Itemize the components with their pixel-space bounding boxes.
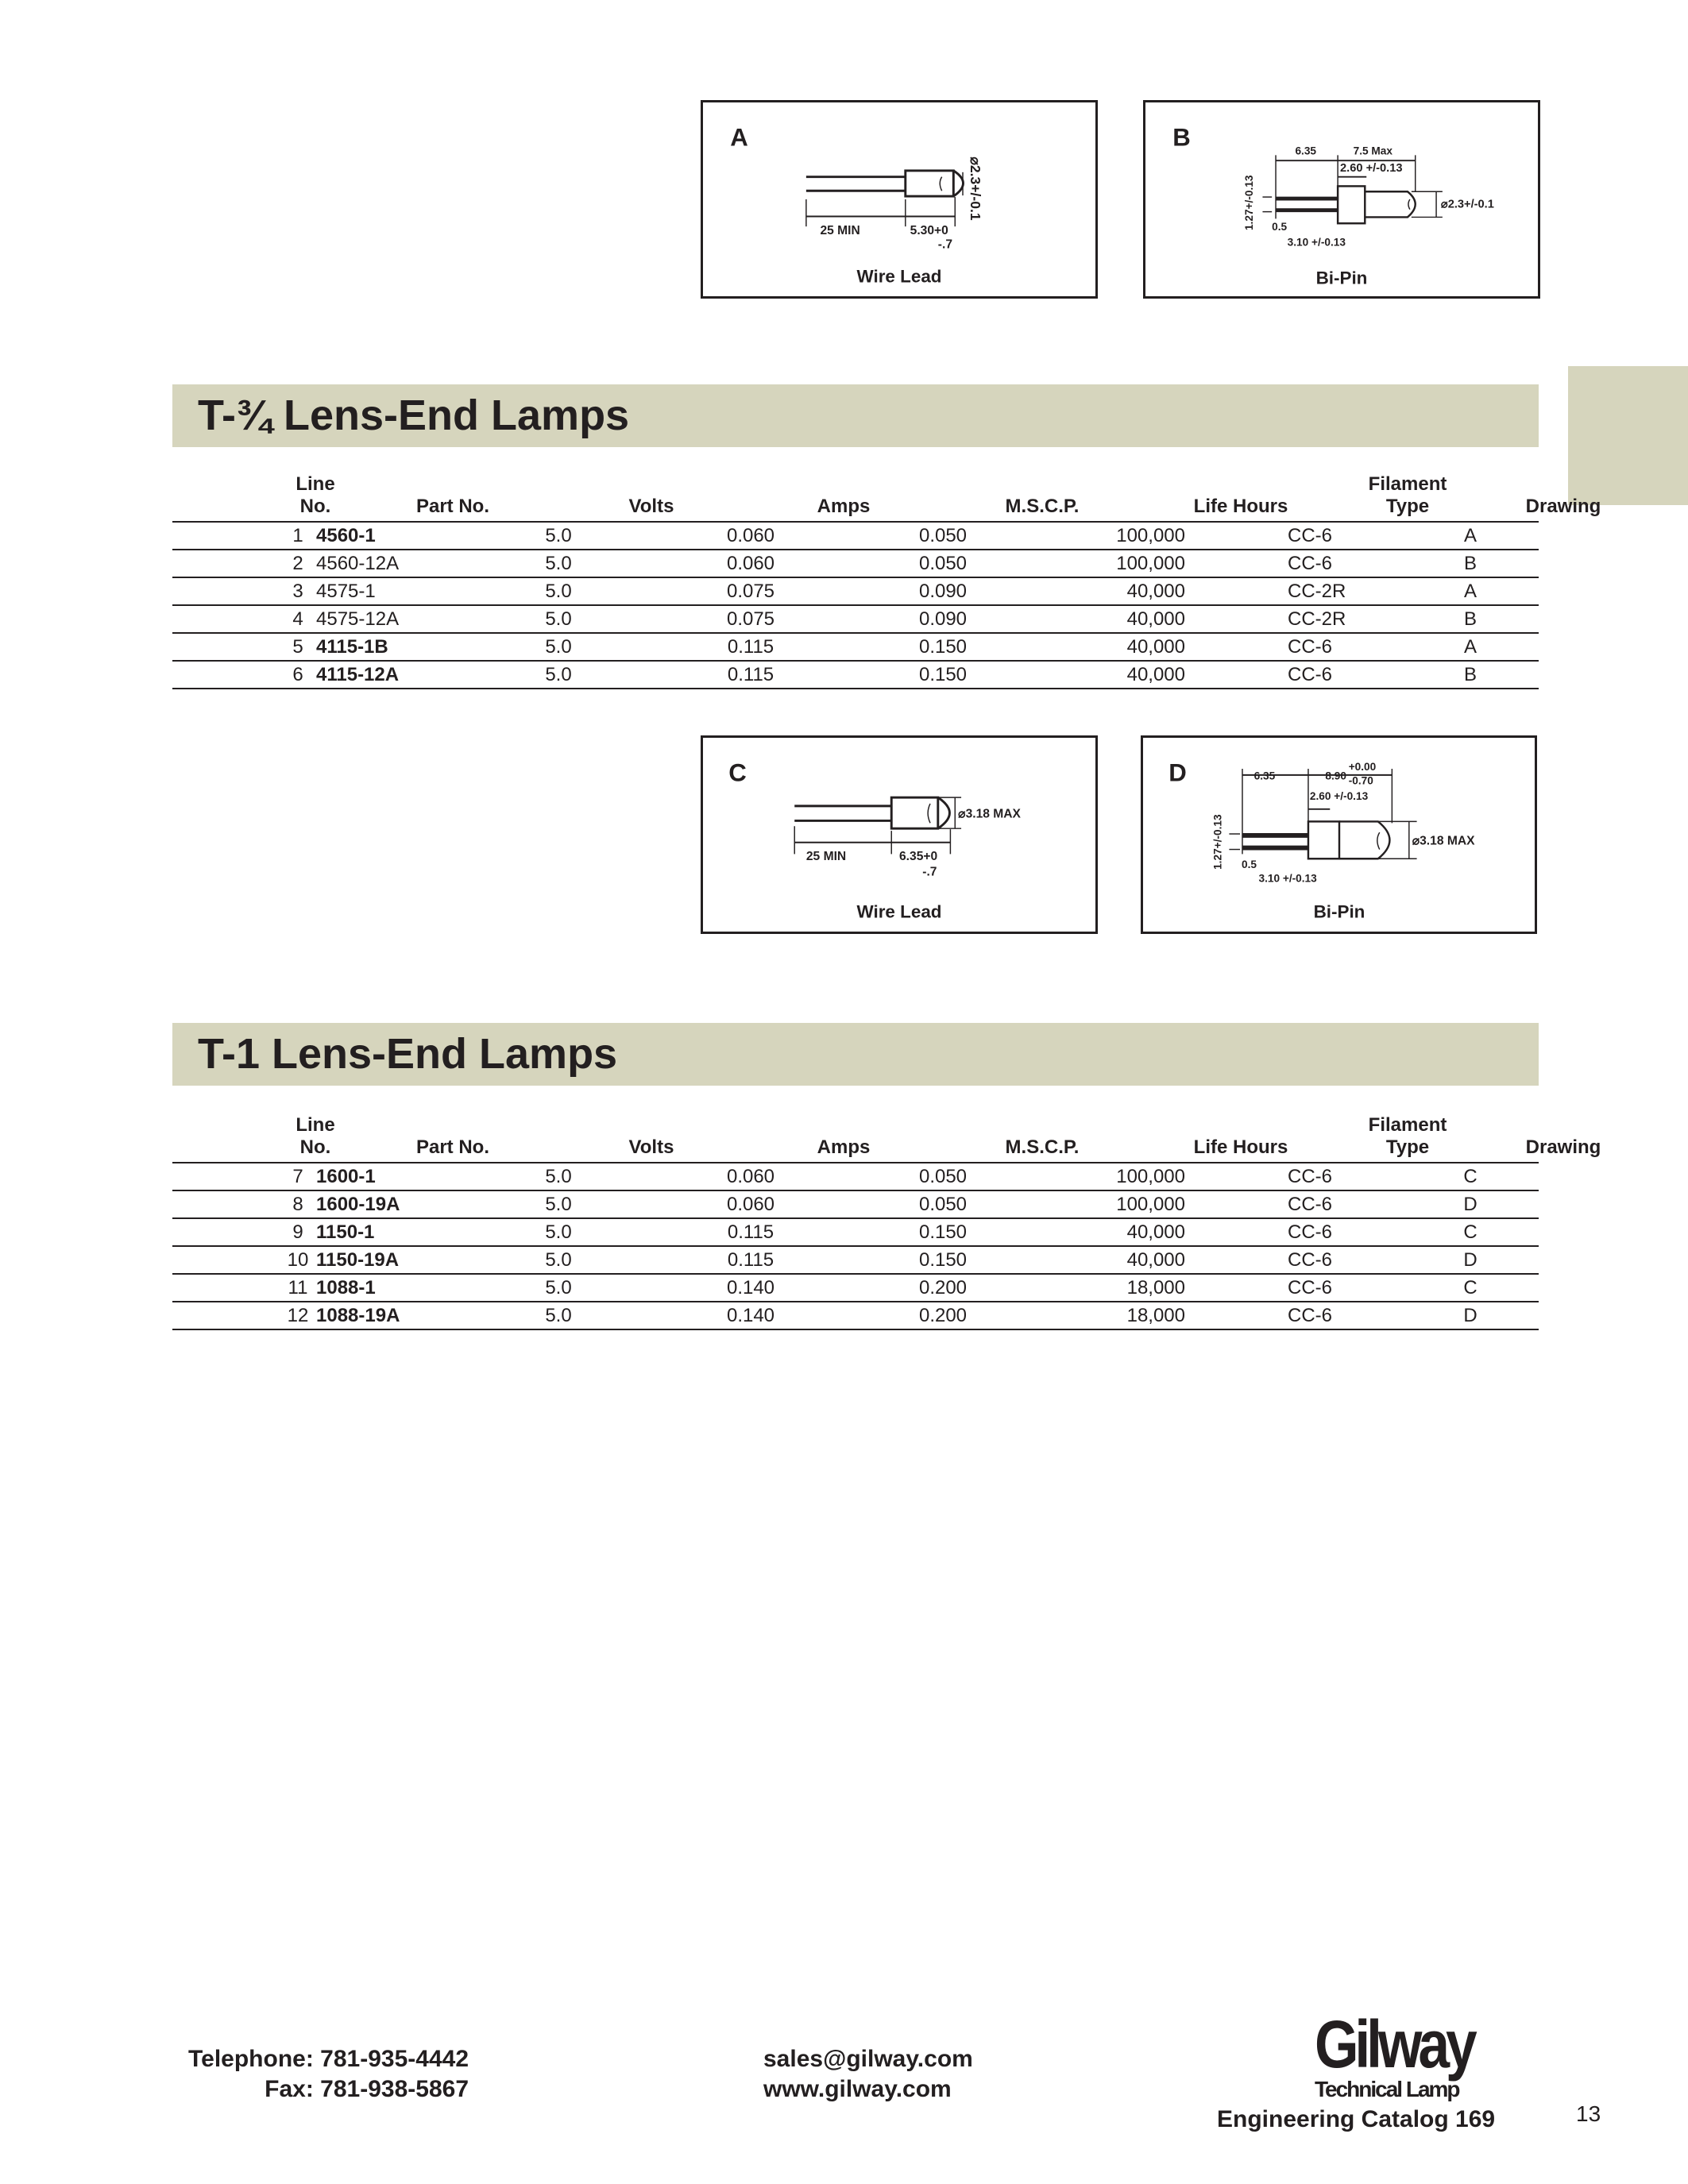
- cell-part: 1600-1: [316, 1166, 376, 1187]
- cell-mscp: 0.150: [918, 1249, 968, 1271]
- cell-part: 4115-1B: [316, 636, 388, 658]
- cell-amps: 0.060: [726, 553, 775, 574]
- column-header-filament_2: Filament Type: [1368, 473, 1447, 517]
- table-header: [172, 473, 1601, 523]
- cell-part: 4575-1: [316, 581, 376, 602]
- cell-part: 1088-1: [316, 1277, 376, 1298]
- cell-filament: CC-6: [1288, 636, 1333, 658]
- dimension-label: -0.70: [1348, 774, 1373, 787]
- cell-volts: 5.0: [545, 1277, 572, 1298]
- cell-amps: 0.060: [726, 525, 775, 546]
- cell-amps: 0.060: [726, 1194, 775, 1215]
- cell-line: 10: [287, 1249, 309, 1271]
- dimension-label: 1.27+/-0.13: [1242, 175, 1255, 231]
- column-header-drawing: Drawing: [1525, 496, 1601, 517]
- dimension-label: -.7: [937, 237, 953, 252]
- drawing-letter: A: [730, 123, 748, 152]
- column-header-volts: Volts: [628, 1136, 674, 1158]
- cell-volts: 5.0: [545, 664, 572, 685]
- cell-part: 1150-1: [316, 1221, 375, 1243]
- table-row: [172, 1247, 1539, 1275]
- drawing-a-wire-lead: [701, 100, 1098, 299]
- dimension-label: D: [1168, 758, 1187, 787]
- cell-life: 40,000: [1126, 664, 1185, 685]
- cell-volts: 5.0: [545, 581, 572, 602]
- cell-mscp: 0.150: [918, 1221, 968, 1243]
- cell-mscp: 0.050: [918, 1194, 968, 1215]
- cell-amps: 0.115: [727, 664, 774, 685]
- cell-mscp: 0.200: [918, 1277, 968, 1298]
- dimension-label: 0.5: [1272, 221, 1288, 233]
- cell-amps: 0.115: [727, 1249, 774, 1271]
- table-header: [172, 1114, 1601, 1163]
- cell-line: 7: [292, 1166, 303, 1187]
- cell-life: 100,000: [1116, 553, 1185, 574]
- dimension-label: 2.60 +/-0.13: [1340, 161, 1403, 175]
- section-header-t34: [172, 384, 1539, 447]
- cell-life: 40,000: [1126, 1249, 1185, 1271]
- dimension-label: 8.90: [1325, 770, 1347, 782]
- dimension-label: C: [728, 758, 747, 787]
- table-row: [172, 550, 1539, 578]
- column-header-filament_2: Filament Type: [1368, 1114, 1447, 1158]
- cell-line: 11: [288, 1277, 308, 1298]
- cell-volts: 5.0: [545, 525, 572, 546]
- dimension-label: 6.35: [1253, 770, 1276, 782]
- cell-life: 100,000: [1116, 1194, 1185, 1215]
- dimension-label: 1.27+/-0.13: [1211, 814, 1224, 870]
- cell-part: 1600-19A: [316, 1194, 400, 1215]
- dimension-label: ⌀2.3+/-0.1: [967, 156, 983, 221]
- cell-mscp: 0.200: [918, 1305, 968, 1326]
- cell-life: 40,000: [1126, 608, 1185, 630]
- cell-drawing: D: [1463, 1305, 1477, 1326]
- cell-amps: 0.115: [727, 1221, 774, 1243]
- telephone: Telephone: 781-935-4442: [188, 2046, 469, 2072]
- dimension-label: -.7: [922, 865, 937, 879]
- dimension-label: 0.5: [1242, 858, 1257, 870]
- dimension-label: +0.00: [1348, 760, 1377, 773]
- cell-filament: CC-6: [1288, 1277, 1333, 1298]
- table-row: [172, 662, 1539, 689]
- cell-part: 4575-12A: [316, 608, 400, 630]
- cell-drawing: D: [1463, 1194, 1477, 1215]
- cell-drawing: C: [1463, 1221, 1477, 1243]
- dimension-label: ⌀3.18 MAX: [1412, 834, 1475, 848]
- cell-life: 18,000: [1126, 1277, 1185, 1298]
- cell-filament: CC-6: [1288, 1166, 1333, 1187]
- dimension-label: 7.5 Max: [1353, 145, 1393, 157]
- cell-line: 8: [292, 1194, 303, 1215]
- cell-mscp: 0.050: [918, 553, 968, 574]
- table-row: [172, 1163, 1539, 1191]
- cell-volts: 5.0: [545, 1194, 572, 1215]
- cell-drawing: A: [1463, 581, 1477, 602]
- cell-volts: 5.0: [545, 636, 572, 658]
- cell-volts: 5.0: [545, 1166, 572, 1187]
- cell-line: 6: [292, 664, 303, 685]
- dimension-label: 3.10 +/-0.13: [1287, 236, 1346, 249]
- cell-filament: CC-6: [1288, 525, 1333, 546]
- cell-mscp: 0.090: [918, 608, 968, 630]
- column-header-drawing: Drawing: [1525, 1136, 1601, 1158]
- cell-life: 40,000: [1126, 1221, 1185, 1243]
- cell-volts: 5.0: [545, 553, 572, 574]
- dimension-label: 25 MIN: [805, 850, 847, 864]
- cell-drawing: B: [1463, 664, 1477, 685]
- dimension-label: 6.35+0: [899, 850, 938, 864]
- cell-amps: 0.115: [727, 636, 774, 658]
- dimension-label: 5.30+0: [910, 223, 948, 237]
- cell-drawing: A: [1463, 636, 1477, 658]
- cell-drawing: B: [1463, 608, 1477, 630]
- dimension-label: ⌀3.18 MAX: [958, 807, 1021, 821]
- column-header-volts: Volts: [628, 496, 674, 517]
- cell-part: 4115-12A: [316, 664, 400, 685]
- cell-life: 18,000: [1126, 1305, 1185, 1326]
- cell-part: 4560-1: [316, 525, 376, 546]
- cell-line: 3: [292, 581, 303, 602]
- cell-filament: CC-6: [1288, 1305, 1333, 1326]
- cell-mscp: 0.050: [918, 1166, 968, 1187]
- lamp-table-t34: [172, 473, 1601, 689]
- table-row: [172, 1219, 1539, 1247]
- email-link[interactable]: sales@gilway.com: [763, 2046, 973, 2072]
- column-header-line_2: Line No.: [295, 473, 335, 517]
- dimension-label: Bi-Pin: [1313, 901, 1365, 922]
- table-row: [172, 1191, 1539, 1219]
- cell-part: 1150-19A: [316, 1249, 400, 1271]
- cell-life: 100,000: [1116, 525, 1185, 546]
- dimension-label: B: [1172, 123, 1191, 152]
- cell-volts: 5.0: [545, 1249, 572, 1271]
- cell-drawing: A: [1463, 525, 1477, 546]
- cell-drawing: C: [1463, 1166, 1477, 1187]
- cell-filament: CC-2R: [1288, 581, 1346, 602]
- cell-drawing: B: [1463, 553, 1477, 574]
- cell-volts: 5.0: [545, 1305, 572, 1326]
- table-row: [172, 606, 1539, 634]
- column-header-amps: Amps: [817, 496, 871, 517]
- catalog-title: Engineering Catalog 169: [1217, 2106, 1496, 2132]
- column-header-amps: Amps: [817, 1136, 871, 1158]
- cell-mscp: 0.150: [918, 636, 968, 658]
- website-link[interactable]: www.gilway.com: [763, 2076, 952, 2102]
- column-header-mscp: M.S.C.P.: [1005, 1136, 1080, 1158]
- cell-amps: 0.060: [726, 1166, 775, 1187]
- dimension-label: 2.60 +/-0.13: [1309, 790, 1369, 803]
- cell-line: 9: [292, 1221, 303, 1243]
- column-header-line_2: Line No.: [295, 1114, 335, 1158]
- dimension-label: ⌀2.3+/-0.1: [1440, 198, 1494, 211]
- section-header-t1: [172, 1023, 1539, 1086]
- cell-filament: CC-6: [1288, 1249, 1333, 1271]
- cell-amps: 0.075: [726, 608, 775, 630]
- dimension-label: Wire Lead: [856, 901, 942, 922]
- dimension-label: 25 MIN: [820, 223, 860, 237]
- table-row: [172, 1302, 1539, 1330]
- cell-volts: 5.0: [545, 1221, 572, 1243]
- drawing-caption: Wire Lead: [856, 266, 942, 287]
- cell-life: 40,000: [1126, 636, 1185, 658]
- gilway-logo: Gilway Technical Lamp: [1315, 2007, 1474, 2101]
- drawing-d-bi-pin: [1141, 735, 1537, 934]
- table-row: [172, 578, 1539, 606]
- cell-mscp: 0.090: [918, 581, 968, 602]
- cell-part: 1088-19A: [316, 1305, 400, 1326]
- drawing-c-wire-lead: [701, 735, 1098, 934]
- cell-filament: CC-6: [1288, 1221, 1333, 1243]
- cell-part: 4560-12A: [316, 553, 400, 574]
- cell-amps: 0.075: [726, 581, 775, 602]
- cell-line: 2: [292, 553, 303, 574]
- cell-mscp: 0.150: [918, 664, 968, 685]
- column-header-mscp: M.S.C.P.: [1005, 496, 1080, 517]
- drawing-b-bi-pin: [1143, 100, 1540, 299]
- cell-filament: CC-6: [1288, 1194, 1333, 1215]
- column-header-life: Life Hours: [1193, 1136, 1288, 1158]
- cell-filament: CC-6: [1288, 664, 1333, 685]
- cell-life: 40,000: [1126, 581, 1185, 602]
- lamp-table-t1: [172, 1114, 1601, 1330]
- cell-volts: 5.0: [545, 608, 572, 630]
- cell-filament: CC-6: [1288, 553, 1333, 574]
- cell-filament: CC-2R: [1288, 608, 1346, 630]
- cell-drawing: D: [1463, 1249, 1477, 1271]
- table-row: [172, 1275, 1539, 1302]
- cell-line: 12: [287, 1305, 309, 1326]
- cell-line: 5: [292, 636, 303, 658]
- cell-line: 4: [292, 608, 303, 630]
- section-title: T-1 Lens-End Lamps: [198, 1030, 618, 1078]
- table-row: [172, 523, 1539, 550]
- column-header-part: Part No.: [415, 1136, 489, 1158]
- dimension-label: 6.35: [1295, 145, 1317, 157]
- column-header-life: Life Hours: [1193, 496, 1288, 517]
- cell-drawing: C: [1463, 1277, 1477, 1298]
- dimension-label: 3.10 +/-0.13: [1258, 872, 1317, 885]
- cell-amps: 0.140: [726, 1305, 775, 1326]
- dimension-label: Bi-Pin: [1315, 268, 1368, 288]
- page-number: 13: [1576, 2101, 1601, 2126]
- column-header-part: Part No.: [415, 496, 489, 517]
- cell-mscp: 0.050: [918, 525, 968, 546]
- section-title: T-¾ Lens-End Lamps: [198, 392, 630, 439]
- cell-line: 1: [292, 525, 303, 546]
- cell-life: 100,000: [1116, 1166, 1185, 1187]
- cell-amps: 0.140: [726, 1277, 775, 1298]
- table-row: [172, 634, 1539, 662]
- fax: Fax: 781-938-5867: [265, 2076, 469, 2102]
